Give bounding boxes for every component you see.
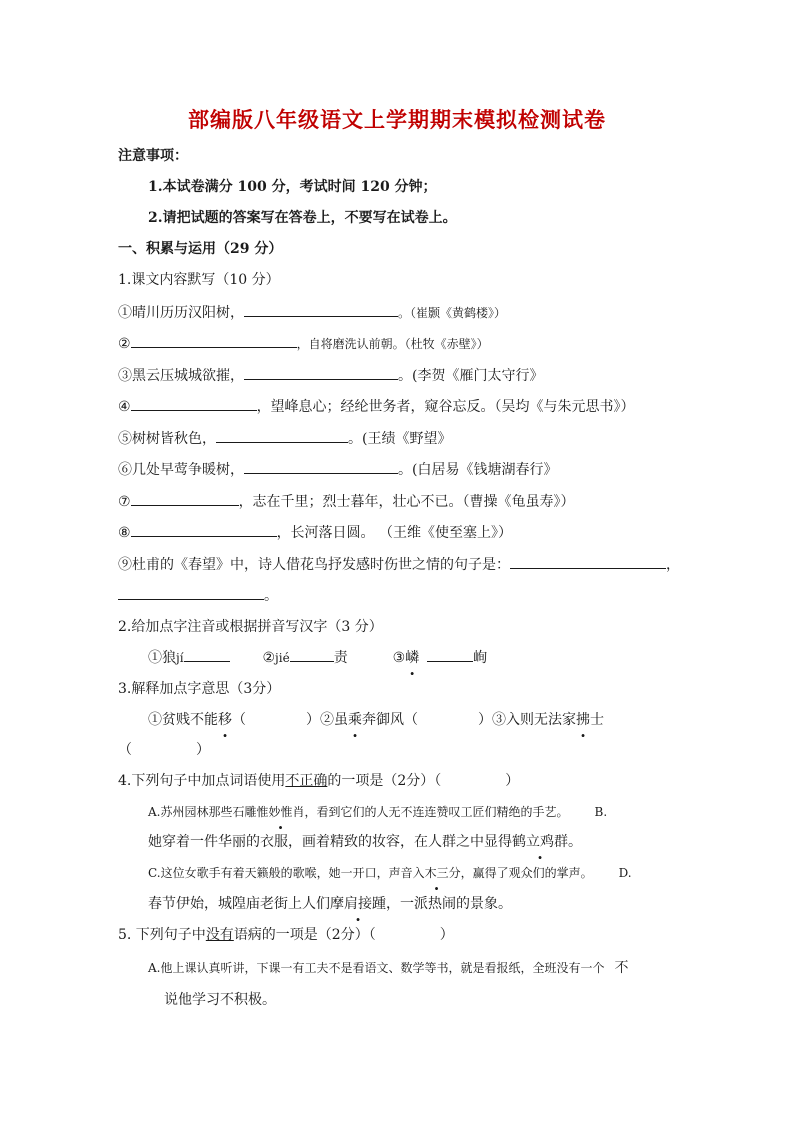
q4-option-b-dotted: 鹤立鸡群 (512, 834, 568, 850)
q3-item-b-dotted: 乘 (348, 712, 362, 728)
q1-line-7-text: ⑦ (118, 494, 131, 510)
q3-item-b-close: ） (478, 712, 492, 728)
q3-item-c-paren (118, 740, 210, 760)
q1-line-9-text: ⑨杜甫的《春望》中，诗人借花鸟抒发感时伤世之情的句子是： (118, 557, 510, 573)
q1-line-2-source: ，自将磨洗认前朝。（杜牧《赤壁》） (296, 337, 489, 351)
q5-heading (118, 925, 454, 945)
answer-blank[interactable] (244, 459, 398, 474)
q4-option-a-dotted: 惟妙惟肖 (256, 805, 305, 819)
q1-line-6-text: ⑥几处早莺争暖树， (118, 462, 244, 478)
q4-heading-close: ） (505, 773, 520, 789)
q2-items (148, 647, 487, 668)
q5-option-a-cont: 说他学习不积极。 (164, 992, 276, 1008)
q3-item-b-text: ②虽 (320, 712, 348, 728)
q1-line-8-text: ⑧ (118, 525, 131, 541)
q5-option-a (148, 958, 628, 978)
answer-blank[interactable] (184, 647, 230, 662)
q3-item-c-text: ③入则无法家 (492, 712, 576, 728)
q5-heading-text: 5. 下列句子中 (118, 927, 206, 943)
q4-option-d-dotted: 摩肩接踵 (330, 896, 386, 912)
answer-blank[interactable] (427, 647, 473, 662)
q2-item-c-post: 峋 (473, 650, 488, 666)
q2-item-b-post: 责 (333, 650, 348, 666)
q4-heading-tail: 的一项是（2分）（ (327, 773, 442, 789)
q1-line-5-source: 。(王绩《野望》 (348, 431, 452, 447)
q1-line-3-text: ③黑云压城城欲摧， (118, 368, 244, 384)
q3-item-a-text: ①贫贱不能 (148, 712, 218, 728)
q3-item-c-close: ） (196, 742, 210, 758)
q3-items (148, 710, 604, 730)
q2-item-a-text: ①狼 (148, 650, 176, 666)
q4-option-a-text: A.苏州园林那些石雕 (148, 805, 257, 819)
q5-heading-emphasis: 没有 (205, 927, 234, 943)
q1-line-7-source: ，志在千里；烈士暮年，壮心不已。（曹操《龟虽寿》） (238, 494, 575, 510)
q1-line-5 (118, 428, 451, 449)
q3-item-a-dotted: 移 (218, 712, 232, 728)
q1-line-9-end: 。 (264, 588, 278, 604)
q1-line-1-source: 。（崔颢《黄鹤楼》） (398, 306, 507, 320)
q4-option-d-post: ，一派热闹的景象。 (386, 896, 512, 912)
q4-heading (118, 771, 519, 791)
q1-line-4-source: ，望峰息心；经纶世务者，窥谷忘反。（吴均《与朱元思书》） (256, 399, 635, 415)
q5-heading-tail: 语病的一项是（2分）（ (233, 927, 376, 943)
q2-heading: 2.给加点字注音或根据拼音写汉字（3 分） (118, 619, 383, 635)
q4-option-c-post: ，赢得了观众们的掌声。 (460, 866, 593, 880)
answer-blank[interactable] (244, 365, 398, 380)
q4-option-d (148, 894, 512, 914)
q1-line-3-source: 。(李贺《雁门太守行》 (398, 368, 544, 384)
q1-line-6-source: 。(白居易《钱塘湖春行》 (398, 462, 558, 478)
q5-option-a-tail: 不 (614, 960, 629, 976)
q3-item-b-post: 奔御风（ (362, 712, 418, 728)
q4-option-b (148, 832, 582, 852)
q2-item-a-pinyin: jí (176, 651, 184, 665)
q4-option-c (148, 863, 632, 883)
notice-item-2: 2.请把试题的答案写在答卷上，不要写在试卷上。 (148, 210, 457, 226)
q2-item-b-text: ② (262, 650, 276, 666)
q4-option-c-dotted: 入木三分 (412, 866, 461, 880)
q1-line-5-text: ⑤树树皆秋色， (118, 431, 216, 447)
q1-line-2 (118, 333, 489, 354)
q4-heading-text: 4.下列句子中加点词语使用 (118, 773, 286, 789)
q2-item-b-pinyin: jié (275, 651, 290, 665)
notice-item-1: 1.本试卷满分 100 分，考试时间 120 分钟； (148, 179, 437, 195)
q3-item-c-dotted: 拂 (576, 712, 590, 728)
answer-blank[interactable] (131, 396, 257, 411)
answer-blank[interactable] (131, 491, 239, 506)
q1-line-8 (118, 522, 512, 543)
q4-option-c-text: C.这位女歌手有着天籁般的歌喉，她一开口，声音 (148, 866, 413, 880)
section-1-heading: 一、积累与运用（29 分） (118, 241, 283, 257)
q4-option-b-post: 。 (568, 834, 582, 850)
q1-line-8-source: ，长河落日圆。 （王维《使至塞上》） (276, 525, 513, 541)
q2-item-c-dotted: 嶙 (405, 650, 420, 666)
notice-heading: 注意事项： (118, 148, 188, 164)
q4-option-a-post: ，看到它们的人无不连连赞叹工匠们精绝的手艺。 (304, 805, 569, 819)
answer-blank[interactable] (216, 428, 348, 443)
answer-blank[interactable] (131, 522, 277, 537)
q3-item-c-post: 士 (590, 712, 604, 728)
answer-blank[interactable] (290, 647, 334, 662)
q3-heading: 3.解释加点字意思（3分） (118, 681, 281, 697)
answer-blank[interactable] (244, 302, 398, 317)
q3-item-a-close: ） (306, 712, 320, 728)
q3-item-a-open: （ (232, 712, 246, 728)
answer-blank[interactable] (510, 554, 666, 569)
q3-item-c-open: （ (118, 742, 132, 758)
q1-line-7 (118, 491, 575, 512)
q4-option-a (148, 802, 607, 822)
q1-line-2-text: ② (118, 336, 131, 352)
q1-line-1 (118, 302, 506, 323)
q5-option-a-text: A.他上课认真听讲，下课一有工夫不是看语文、数学等书，就是看报纸，全班没有一个 (148, 961, 605, 975)
q1-line-3 (118, 365, 543, 386)
q4-option-d-label: D. (618, 866, 632, 880)
q1-line-1-text: ①晴川历历汉阳树， (118, 305, 244, 321)
q1-line-4 (118, 396, 635, 417)
q1-line-4-text: ④ (118, 399, 131, 415)
q1-heading: 1.课文内容默写（10 分） (118, 272, 280, 288)
q2-item-c-text: ③ (392, 650, 406, 666)
q1-line-9-cont (118, 585, 278, 606)
answer-blank[interactable] (118, 585, 264, 600)
q1-line-9-comma: ， (666, 557, 680, 573)
q4-option-b-text: 她穿着一件华丽的衣服，画着精致的妆容，在人群之中显得 (148, 834, 512, 850)
q4-heading-emphasis: 不正确 (285, 773, 328, 789)
q4-option-b-label: B. (594, 805, 608, 819)
q1-line-6 (118, 459, 557, 480)
answer-blank[interactable] (131, 333, 297, 348)
q4-option-d-text: 春节伊始，城隍庙老街上人们 (148, 896, 330, 912)
page-title: 部编版八年级语文上学期期末模拟检测试卷 (188, 107, 606, 132)
q1-line-9 (118, 554, 680, 575)
q5-heading-close: ） (439, 927, 454, 943)
